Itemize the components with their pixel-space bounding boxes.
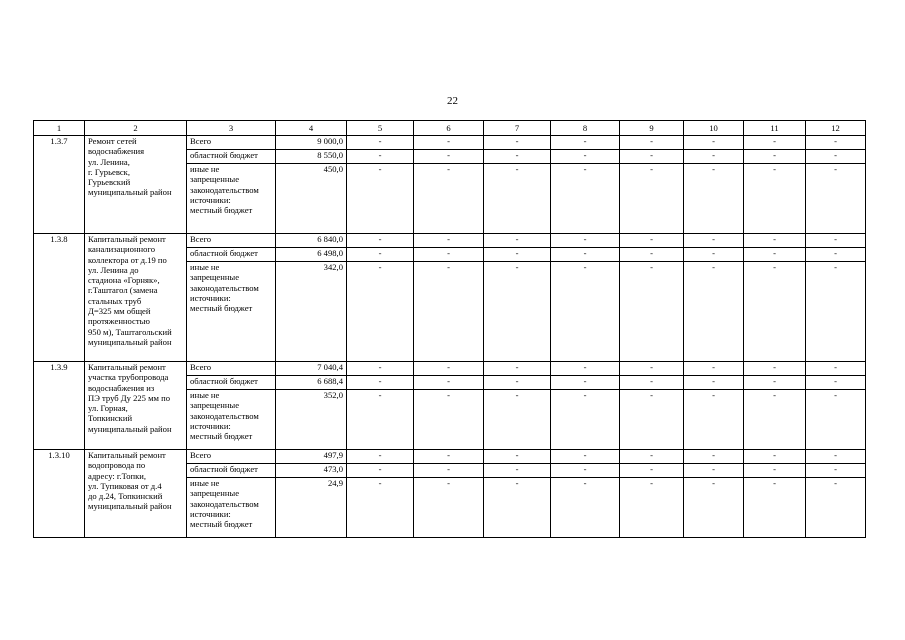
- column-header: 12: [806, 121, 866, 136]
- amount: 497,9: [276, 450, 347, 464]
- empty-cell: -: [744, 450, 806, 464]
- amount: 342,0: [276, 262, 347, 362]
- empty-cell: -: [551, 136, 620, 150]
- empty-cell: -: [551, 390, 620, 450]
- funding-source: иные не запрещенные законодательством источники: местный бюджет: [187, 478, 276, 538]
- empty-cell: -: [684, 464, 744, 478]
- funding-source: иные не запрещенные законодательством источники: местный бюджет: [187, 164, 276, 234]
- funding-source: Всего: [187, 234, 276, 248]
- empty-cell: -: [414, 376, 484, 390]
- empty-cell: -: [806, 234, 866, 248]
- empty-cell: -: [806, 450, 866, 464]
- empty-cell: -: [684, 362, 744, 376]
- amount: 9 000,0: [276, 136, 347, 150]
- measure-name: Капитальный ремонт водопровода по адресу: г.Топки, ул. Тупиковая от д.4 до д.24, Топкинский муниципальный район: [85, 450, 187, 538]
- empty-cell: -: [551, 262, 620, 362]
- empty-cell: -: [347, 150, 414, 164]
- empty-cell: -: [484, 136, 551, 150]
- empty-cell: -: [347, 376, 414, 390]
- column-header: 11: [744, 121, 806, 136]
- empty-cell: -: [347, 450, 414, 464]
- column-header: 6: [414, 121, 484, 136]
- funding-source: областной бюджет: [187, 376, 276, 390]
- empty-cell: -: [806, 478, 866, 538]
- row-number: 1.3.7: [34, 136, 85, 234]
- empty-cell: -: [551, 376, 620, 390]
- measure-name: Капитальный ремонт участка трубопровода водоснабжения из ПЭ труб Ду 225 мм по ул. Горная, Топкинский муниципальный район: [85, 362, 187, 450]
- empty-cell: -: [744, 478, 806, 538]
- empty-cell: -: [806, 262, 866, 362]
- empty-cell: -: [620, 478, 684, 538]
- empty-cell: -: [806, 248, 866, 262]
- empty-cell: -: [414, 362, 484, 376]
- empty-cell: -: [684, 390, 744, 450]
- empty-cell: -: [414, 464, 484, 478]
- empty-cell: -: [744, 464, 806, 478]
- empty-cell: -: [744, 136, 806, 150]
- empty-cell: -: [620, 164, 684, 234]
- empty-cell: -: [684, 136, 744, 150]
- amount: 352,0: [276, 390, 347, 450]
- funding-source: Всего: [187, 362, 276, 376]
- empty-cell: -: [620, 248, 684, 262]
- empty-cell: -: [414, 150, 484, 164]
- measure-name: Капитальный ремонт канализационного коллектора от д.19 по ул. Ленина до стадиона «Горняк», г.Таштагол (замена стальных труб Д=325 мм общей протяженностью 950 м), Таштагольский муниципальный район: [85, 234, 187, 362]
- empty-cell: -: [806, 150, 866, 164]
- empty-cell: -: [620, 362, 684, 376]
- empty-cell: -: [347, 362, 414, 376]
- column-header: 7: [484, 121, 551, 136]
- empty-cell: -: [484, 234, 551, 248]
- empty-cell: -: [684, 262, 744, 362]
- empty-cell: -: [620, 234, 684, 248]
- empty-cell: -: [806, 376, 866, 390]
- empty-cell: -: [620, 376, 684, 390]
- program-table: [33, 120, 866, 538]
- funding-source: областной бюджет: [187, 464, 276, 478]
- funding-source: Всего: [187, 136, 276, 150]
- table-body: [34, 136, 866, 538]
- empty-cell: -: [414, 136, 484, 150]
- empty-cell: -: [620, 150, 684, 164]
- column-header: 2: [85, 121, 187, 136]
- empty-cell: -: [551, 478, 620, 538]
- column-header: 4: [276, 121, 347, 136]
- empty-cell: -: [484, 362, 551, 376]
- row-number: 1.3.9: [34, 362, 85, 450]
- empty-cell: -: [484, 478, 551, 538]
- empty-cell: -: [684, 376, 744, 390]
- row-number: 1.3.10: [34, 450, 85, 538]
- table-row: [34, 136, 866, 150]
- funding-source: иные не запрещенные законодательством источники: местный бюджет: [187, 262, 276, 362]
- empty-cell: -: [347, 136, 414, 150]
- empty-cell: -: [620, 262, 684, 362]
- empty-cell: -: [551, 464, 620, 478]
- measure-name: Ремонт сетей водоснабжения ул. Ленина, г. Гурьевск, Гурьевский муниципальный район: [85, 136, 187, 234]
- page-number: 22: [447, 95, 458, 107]
- table-row: [34, 450, 866, 464]
- empty-cell: -: [551, 362, 620, 376]
- column-header: 9: [620, 121, 684, 136]
- empty-cell: -: [414, 234, 484, 248]
- row-number: 1.3.8: [34, 234, 85, 362]
- empty-cell: -: [620, 390, 684, 450]
- empty-cell: -: [484, 164, 551, 234]
- empty-cell: -: [484, 248, 551, 262]
- empty-cell: -: [347, 234, 414, 248]
- table-row: [34, 362, 866, 376]
- empty-cell: -: [347, 164, 414, 234]
- empty-cell: -: [414, 450, 484, 464]
- empty-cell: -: [414, 478, 484, 538]
- empty-cell: -: [620, 136, 684, 150]
- empty-cell: -: [414, 248, 484, 262]
- empty-cell: -: [806, 164, 866, 234]
- empty-cell: -: [347, 390, 414, 450]
- header-row: [34, 121, 866, 136]
- funding-source: иные не запрещенные законодательством источники: местный бюджет: [187, 390, 276, 450]
- empty-cell: -: [551, 234, 620, 248]
- empty-cell: -: [744, 164, 806, 234]
- empty-cell: -: [744, 376, 806, 390]
- empty-cell: -: [744, 234, 806, 248]
- amount: 6 688,4: [276, 376, 347, 390]
- column-header: 8: [551, 121, 620, 136]
- empty-cell: -: [684, 164, 744, 234]
- empty-cell: -: [551, 248, 620, 262]
- empty-cell: -: [484, 150, 551, 164]
- empty-cell: -: [806, 390, 866, 450]
- empty-cell: -: [347, 478, 414, 538]
- funding-source: областной бюджет: [187, 248, 276, 262]
- amount: 6 498,0: [276, 248, 347, 262]
- empty-cell: -: [620, 450, 684, 464]
- empty-cell: -: [484, 262, 551, 362]
- empty-cell: -: [684, 478, 744, 538]
- empty-cell: -: [414, 164, 484, 234]
- empty-cell: -: [744, 248, 806, 262]
- empty-cell: -: [684, 234, 744, 248]
- empty-cell: -: [806, 136, 866, 150]
- empty-cell: -: [484, 464, 551, 478]
- column-header: 3: [187, 121, 276, 136]
- empty-cell: -: [484, 450, 551, 464]
- empty-cell: -: [414, 262, 484, 362]
- amount: 6 840,0: [276, 234, 347, 248]
- empty-cell: -: [484, 376, 551, 390]
- empty-cell: -: [744, 262, 806, 362]
- amount: 450,0: [276, 164, 347, 234]
- empty-cell: -: [551, 150, 620, 164]
- empty-cell: -: [684, 248, 744, 262]
- amount: 8 550,0: [276, 150, 347, 164]
- empty-cell: -: [744, 150, 806, 164]
- empty-cell: -: [347, 248, 414, 262]
- empty-cell: -: [551, 164, 620, 234]
- empty-cell: -: [620, 464, 684, 478]
- amount: 473,0: [276, 464, 347, 478]
- column-header: 1: [34, 121, 85, 136]
- empty-cell: -: [414, 390, 484, 450]
- funding-source: областной бюджет: [187, 150, 276, 164]
- empty-cell: -: [806, 464, 866, 478]
- empty-cell: -: [744, 390, 806, 450]
- empty-cell: -: [806, 362, 866, 376]
- empty-cell: -: [551, 450, 620, 464]
- empty-cell: -: [484, 390, 551, 450]
- funding-source: Всего: [187, 450, 276, 464]
- empty-cell: -: [684, 150, 744, 164]
- amount: 24,9: [276, 478, 347, 538]
- amount: 7 040,4: [276, 362, 347, 376]
- empty-cell: -: [347, 464, 414, 478]
- column-header: 5: [347, 121, 414, 136]
- column-header: 10: [684, 121, 744, 136]
- empty-cell: -: [684, 450, 744, 464]
- empty-cell: -: [744, 362, 806, 376]
- table-row: [34, 234, 866, 248]
- empty-cell: -: [347, 262, 414, 362]
